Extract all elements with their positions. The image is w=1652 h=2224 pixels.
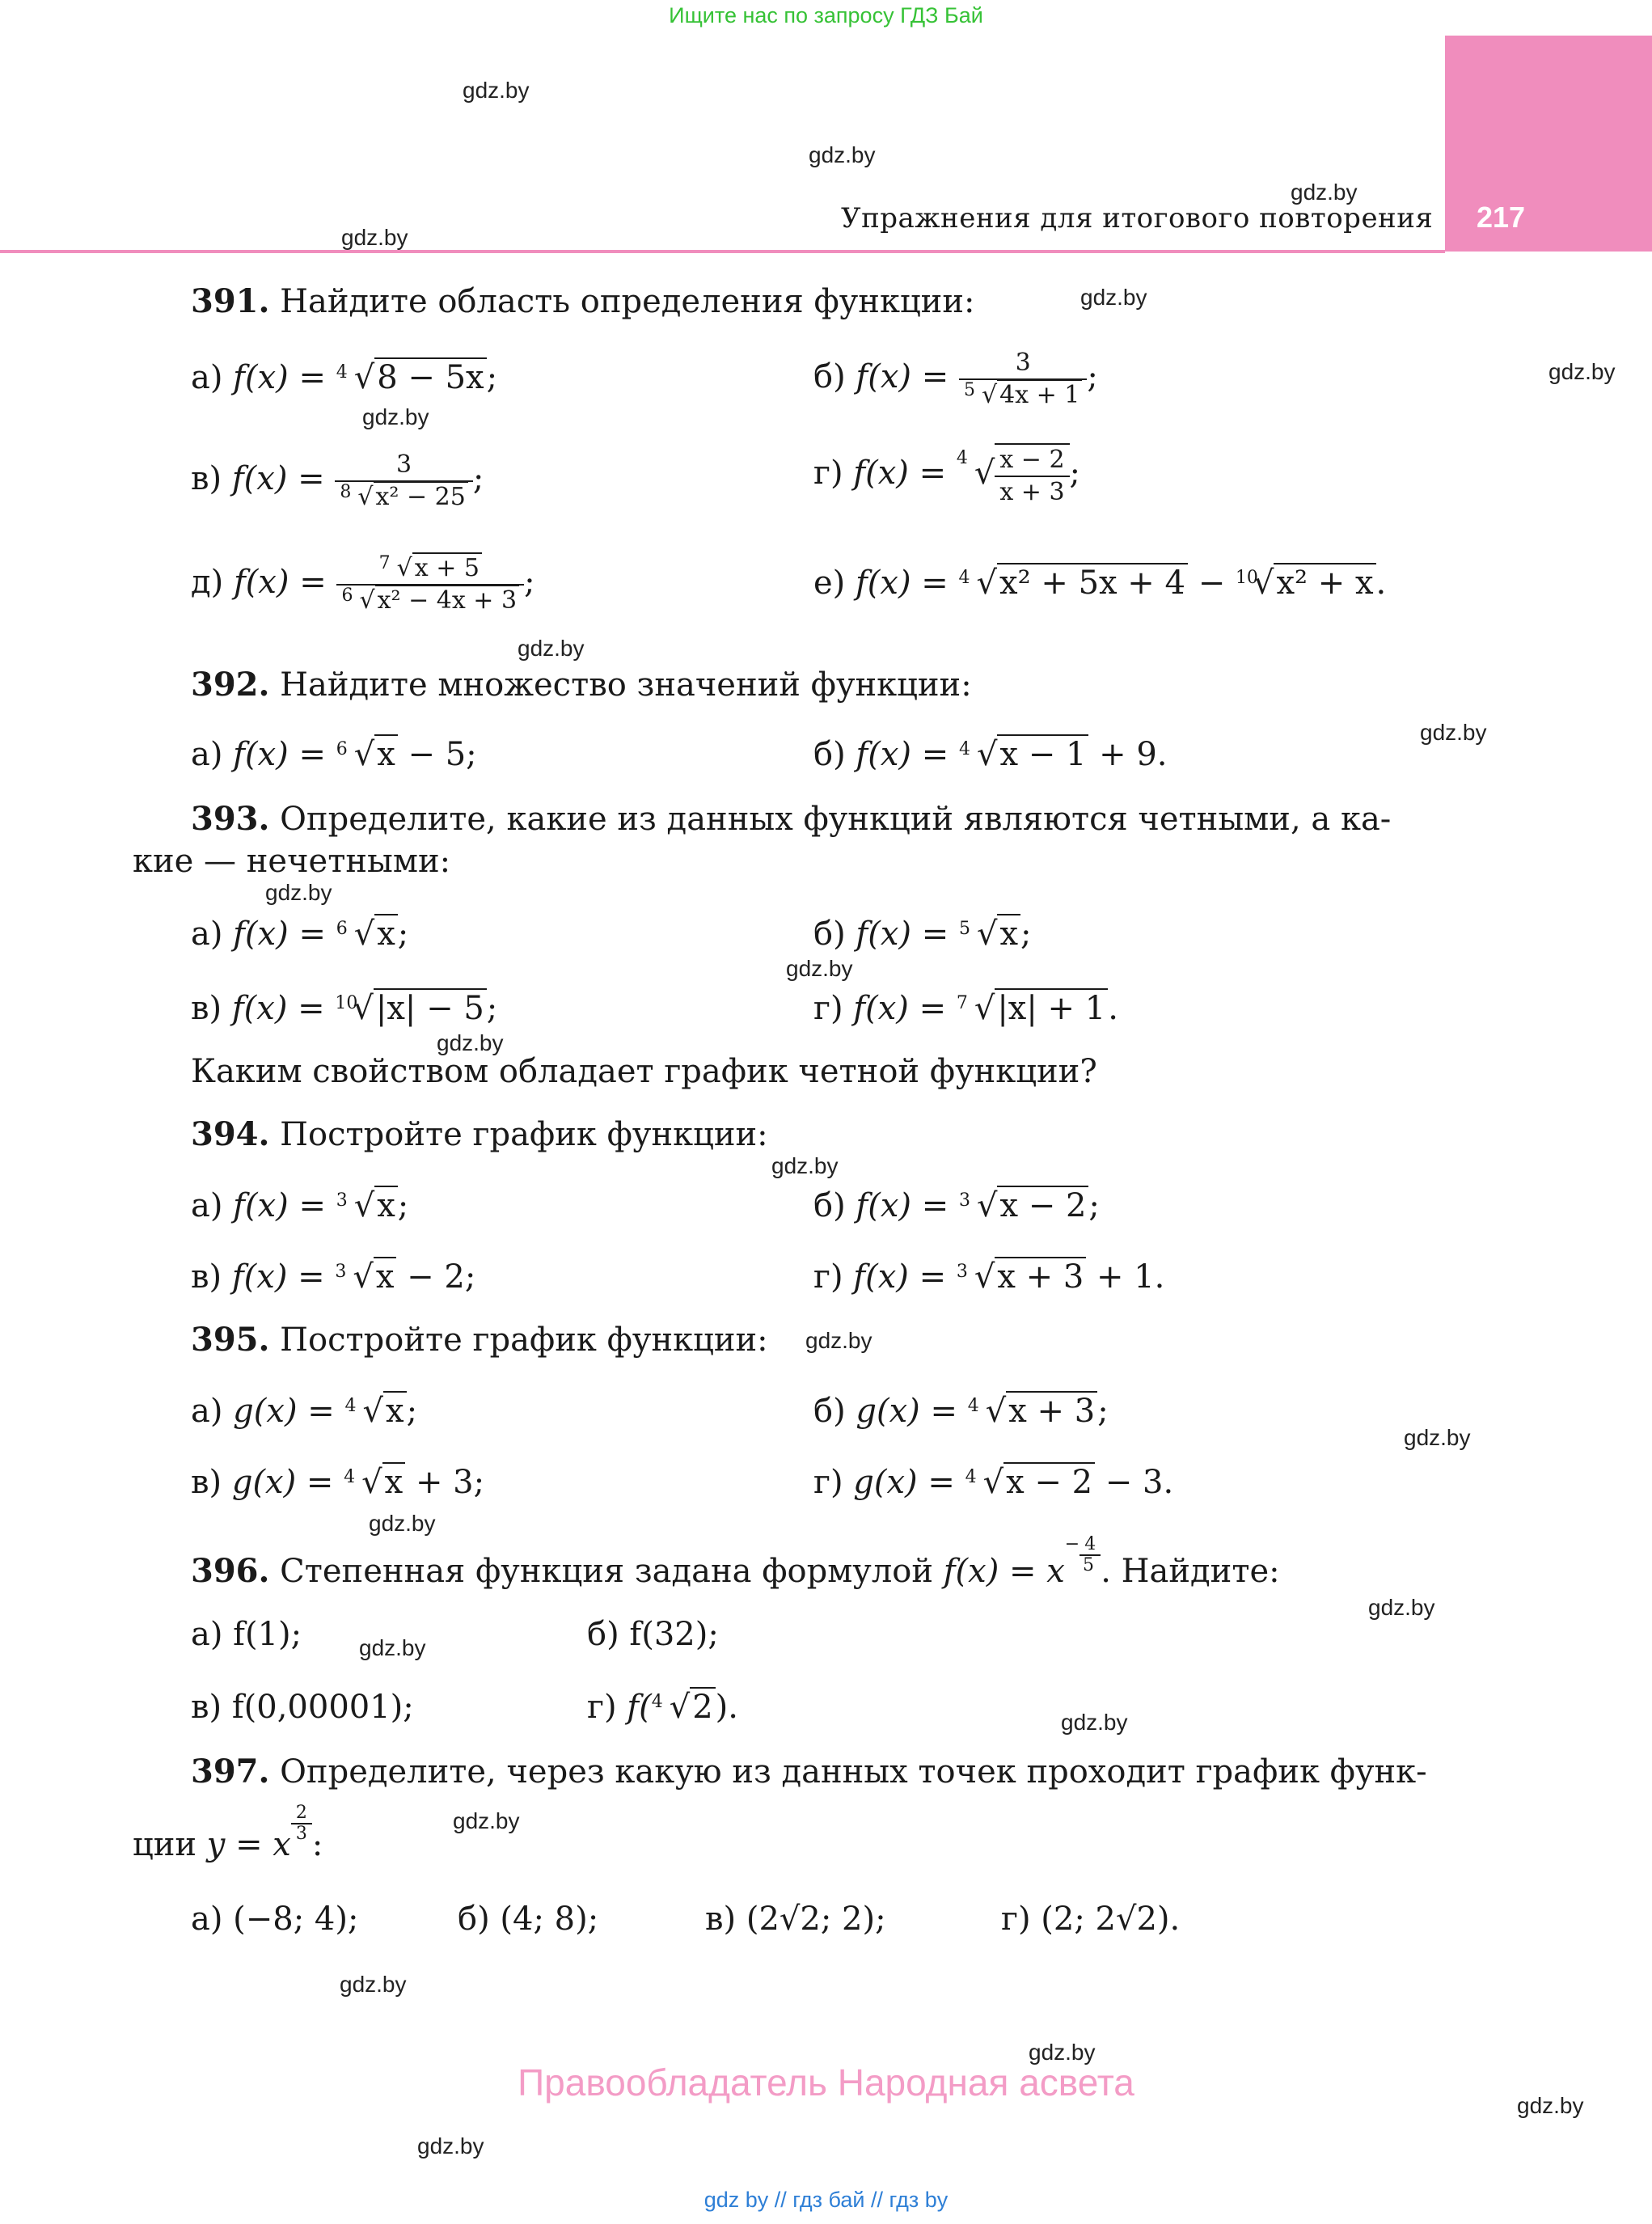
- problem-text: Найдите множество значений функции:: [280, 666, 972, 704]
- item-392-a: [191, 734, 477, 775]
- radical-index: 8: [340, 482, 352, 502]
- item-label: г): [813, 455, 843, 492]
- formula-lhs: f(x) =: [233, 736, 326, 773]
- point: (2; 2√2).: [1041, 1901, 1181, 1938]
- radicand: x² + 5x + 4: [997, 563, 1188, 602]
- radicand: x: [374, 1186, 398, 1224]
- punct: ;: [1088, 1187, 1100, 1224]
- fraction: [336, 553, 524, 616]
- item-397-a: а) (−8; 4);: [191, 1901, 359, 1938]
- watermark: gdz.by: [340, 1972, 407, 1997]
- radicand: x + 5: [412, 552, 482, 582]
- problem-text: ции: [133, 1826, 197, 1863]
- radical-index: 4: [651, 1692, 663, 1712]
- fraction: [335, 450, 472, 513]
- item-label: в): [191, 460, 222, 497]
- item-394-g: [813, 1257, 1164, 1297]
- watermark: gdz.by: [1404, 1425, 1471, 1450]
- radicand: x + 3: [1006, 1391, 1097, 1430]
- item-393-g: [813, 988, 1118, 1029]
- numerator: 3: [335, 450, 472, 482]
- section-title: Упражнения для итогового повторения: [841, 202, 1434, 235]
- radical-index: 7: [956, 993, 968, 1013]
- item-391-v: [191, 450, 484, 513]
- item-395-a: [191, 1391, 417, 1431]
- item-label: в): [191, 1258, 222, 1296]
- item-397-v: [705, 1899, 886, 1939]
- punct: .: [1108, 990, 1118, 1027]
- radicand: x + 3: [995, 1257, 1086, 1296]
- radical-index: 7: [378, 553, 391, 573]
- radical-index: 4: [967, 1396, 979, 1416]
- punct: ;: [472, 460, 484, 497]
- radical: 6 √x: [336, 914, 398, 954]
- radical-index: 3: [958, 1190, 970, 1211]
- radical: 4 √x − 1: [959, 734, 1088, 775]
- radical-index: 4: [336, 362, 348, 383]
- formula-lhs: f(x) =: [233, 1187, 326, 1224]
- radical-index: 4: [344, 1396, 357, 1416]
- formula: f(x) = x: [943, 1553, 1065, 1590]
- problem-number: 392.: [191, 666, 270, 704]
- radicand: x − 2: [997, 1186, 1088, 1224]
- formula-lhs: f(x) =: [233, 564, 327, 601]
- formula-lhs: f(x) =: [856, 736, 949, 773]
- radical: 10 √x² + x: [1236, 563, 1376, 603]
- item-396-b: б) f(32);: [587, 1616, 719, 1653]
- watermark: gdz.by: [362, 404, 429, 429]
- watermark: gdz.by: [805, 1328, 872, 1353]
- formula-lhs: f(x) =: [853, 455, 947, 492]
- copyright-footer: Правообладатель Народная асвета: [518, 2061, 1134, 2103]
- item-397-g: [1001, 1899, 1180, 1939]
- problem-397: [191, 1752, 1427, 1792]
- watermark: gdz.by: [809, 142, 876, 167]
- watermark: gdz.by: [1291, 180, 1358, 205]
- watermark: gdz.by: [1517, 2093, 1584, 2118]
- formula-lhs: f(x) =: [856, 358, 949, 395]
- problem-395: [191, 1320, 768, 1360]
- punct: ;: [1069, 455, 1081, 492]
- formula-lhs: f(x) =: [856, 915, 949, 953]
- problem-396: [191, 1534, 1280, 1592]
- punct: + 9.: [1088, 736, 1168, 773]
- formula-lhs: f(x) =: [231, 990, 325, 1027]
- punct: − 3.: [1095, 1464, 1174, 1501]
- item-label: д): [191, 564, 224, 601]
- item-391-d: [191, 553, 535, 616]
- denominator: x + 3: [999, 478, 1065, 506]
- radical-index: 5: [958, 919, 970, 939]
- watermark: gdz.by: [453, 1808, 520, 1833]
- problem-number: 397.: [191, 1753, 270, 1791]
- radical-index: 3: [956, 1262, 968, 1282]
- formula-lhs: f(x) =: [231, 460, 325, 497]
- problem-text: . Найдите:: [1101, 1553, 1280, 1590]
- fraction: [959, 348, 1087, 411]
- numerator: 7 √ x + 5: [336, 553, 524, 586]
- problem-397-cont: [133, 1803, 323, 1865]
- item-label: а): [191, 915, 223, 953]
- item-label: а): [191, 736, 223, 773]
- problem-text: Найдите область определения функции:: [280, 283, 975, 320]
- radical-index: 4: [958, 568, 970, 588]
- exponent-denominator: 5: [1083, 1555, 1095, 1575]
- problem-text: Постройте график функции:: [280, 1116, 768, 1153]
- problem-text: Постройте график функции:: [280, 1321, 768, 1359]
- punct: ;: [524, 564, 535, 601]
- watermark: gdz.by: [463, 78, 530, 103]
- item-label: г): [813, 990, 843, 1027]
- item-393-b: [813, 914, 1031, 954]
- top-banner[interactable]: Ищите нас по запросу ГДЗ Бай: [669, 3, 983, 27]
- radical-index: 5: [963, 380, 975, 400]
- exponent: [1065, 1535, 1101, 1575]
- radical-index: 4: [958, 739, 970, 759]
- watermark: gdz.by: [1368, 1595, 1435, 1620]
- watermark: gdz.by: [341, 225, 408, 250]
- watermark: gdz.by: [437, 1030, 504, 1055]
- radical: 3 √x: [336, 1186, 398, 1226]
- radicand: |x| − 5: [374, 988, 487, 1027]
- punct: :: [311, 1826, 323, 1863]
- punct: ;: [1087, 358, 1098, 395]
- item-396-a: а) f(1);: [191, 1616, 302, 1653]
- radical: 5 √x: [959, 914, 1020, 954]
- problem-number: 395.: [191, 1321, 270, 1359]
- radical: 3 √x + 3: [957, 1257, 1086, 1297]
- formula-lhs: f(x) =: [853, 1258, 947, 1296]
- radicand: x: [374, 734, 398, 773]
- punct: ;: [1020, 915, 1032, 953]
- item-label: г): [587, 1689, 617, 1726]
- item-label: в): [191, 990, 222, 1027]
- exponent: [291, 1803, 312, 1844]
- problem-text-cont: кие — нечетными:: [133, 843, 451, 880]
- radicand: |x| + 1: [995, 988, 1108, 1027]
- formula-lhs: g(x) =: [233, 1393, 335, 1430]
- punct: .: [1375, 564, 1387, 602]
- radical: 4 √x − 2: [965, 1462, 1095, 1503]
- radicand: x: [997, 914, 1020, 953]
- radicand: x − 1: [997, 734, 1088, 773]
- radical: 4 √2: [652, 1687, 716, 1727]
- watermark: gdz.by: [417, 2133, 484, 2158]
- item-391-a: [191, 357, 497, 398]
- problem-393: [191, 799, 1391, 839]
- radical: 4 √x + 3: [968, 1391, 1097, 1431]
- punct: ;: [397, 915, 409, 953]
- punct: − 5;: [397, 736, 477, 773]
- formula-lhs: f(x) =: [233, 915, 326, 953]
- formula-lhs: f(x) =: [231, 1258, 325, 1296]
- operator: −: [1198, 564, 1226, 602]
- item-label: г): [813, 1464, 843, 1501]
- radicand: 8 − 5x: [374, 357, 486, 396]
- problem-number: 394.: [191, 1115, 270, 1153]
- problem-number: 391.: [191, 282, 270, 320]
- radical-index: 4: [965, 1467, 977, 1487]
- numerator: 3: [959, 348, 1087, 380]
- radical-index: 3: [335, 1262, 347, 1282]
- item-393-v: [191, 988, 497, 1029]
- radicand: x: [374, 914, 398, 953]
- exponent-numerator: 4: [1080, 1535, 1101, 1556]
- denominator: 6 √ x² − 4x + 3: [336, 586, 524, 616]
- radical-index: 10: [1235, 568, 1258, 588]
- punct: − 2;: [396, 1258, 476, 1296]
- radicand: x: [383, 1391, 407, 1430]
- item-394-a: [191, 1186, 408, 1226]
- punct: ).: [715, 1689, 738, 1726]
- problem-394: [191, 1114, 768, 1155]
- item-392-b: [813, 734, 1168, 775]
- item-label: а): [191, 1393, 223, 1430]
- formula-lhs: g(x) =: [231, 1464, 334, 1501]
- exponent-sign: −: [1064, 1534, 1080, 1554]
- item-label: б): [813, 1187, 846, 1224]
- problem-text: Степенная функция задана формулой: [280, 1553, 933, 1590]
- radical: 6 √x: [336, 734, 398, 775]
- watermark: gdz.by: [359, 1635, 426, 1660]
- radicand: 2: [690, 1687, 715, 1726]
- radical-index: 6: [336, 919, 348, 939]
- item-label: е): [813, 564, 846, 602]
- item-391-b: [813, 348, 1098, 411]
- watermark: gdz.by: [771, 1153, 839, 1178]
- formula-lhs: f(x) =: [853, 990, 947, 1027]
- radical: 4 √x: [344, 1462, 405, 1503]
- item-391-g: [813, 443, 1080, 508]
- punct: ;: [486, 990, 498, 1027]
- radicand: x − 2: [1003, 1462, 1095, 1501]
- radical-index: 4: [344, 1467, 356, 1487]
- punct: ;: [486, 359, 498, 396]
- radical-index: 6: [336, 739, 348, 759]
- header-divider: [0, 250, 1445, 253]
- exponent-numerator: 2: [291, 1803, 312, 1824]
- radicand: x² − 25: [374, 481, 468, 511]
- item-391-e: [813, 563, 1386, 603]
- radical: 4 √x: [345, 1391, 407, 1431]
- punct: + 1.: [1086, 1258, 1165, 1296]
- problem-text: Определите, какие из данных функций являются четными, а ка-: [280, 801, 1392, 838]
- radical: 3 √x: [335, 1257, 396, 1297]
- watermark: gdz.by: [1061, 1710, 1128, 1735]
- problem-number: 393.: [191, 800, 270, 838]
- exponent-denominator: 3: [295, 1824, 307, 1844]
- punct: ;: [406, 1393, 418, 1430]
- watermark: gdz.by: [1029, 2040, 1096, 2065]
- point: (2√2; 2);: [746, 1901, 886, 1938]
- radical: 7 √|x| + 1: [957, 988, 1108, 1029]
- item-label: б): [813, 915, 846, 953]
- problem-393-question: Каким свойством обладает график четной функции?: [191, 1053, 1097, 1090]
- problem-391: [191, 281, 974, 322]
- item-label: б): [813, 358, 846, 395]
- watermark: gdz.by: [265, 880, 332, 905]
- watermark: gdz.by: [1420, 720, 1487, 745]
- item-label: б): [813, 1393, 846, 1430]
- radical: 3 √x − 2: [959, 1186, 1088, 1226]
- page-number: 217: [1477, 201, 1526, 234]
- item-396-v: в) f(0,00001);: [191, 1689, 414, 1726]
- watermark: gdz.by: [518, 636, 585, 661]
- item-label: г): [813, 1258, 843, 1296]
- item-394-v: [191, 1257, 475, 1297]
- formula-lhs: f(x) =: [233, 359, 326, 396]
- radicand: x² + x: [1274, 563, 1375, 602]
- formula-lhs: f(: [627, 1689, 652, 1726]
- denominator: 5 √ 4x + 1: [959, 380, 1087, 411]
- item-label: в): [191, 1464, 222, 1501]
- watermark: gdz.by: [369, 1511, 436, 1536]
- item-395-v: [191, 1462, 484, 1503]
- punct: ;: [1097, 1393, 1109, 1430]
- radical: 4 √8 − 5x: [336, 357, 487, 398]
- numerator: x − 2: [995, 445, 1069, 477]
- formula-lhs: g(x) =: [856, 1393, 958, 1430]
- problem-392: [191, 665, 972, 705]
- radicand: x: [374, 1257, 397, 1296]
- radicand: 4x + 1: [997, 379, 1082, 409]
- denominator: 8 √ x² − 25: [335, 482, 472, 513]
- watermark: gdz.by: [786, 956, 853, 981]
- item-label: а): [191, 359, 223, 396]
- item-label: а): [191, 1187, 223, 1224]
- radical: 10 √|x| − 5: [335, 988, 486, 1029]
- formula-lhs: f(x) =: [856, 1187, 949, 1224]
- radical-index: 6: [341, 586, 353, 606]
- radical-index: 4: [956, 448, 968, 468]
- item-395-b: [813, 1391, 1109, 1431]
- item-396-g: [587, 1687, 738, 1727]
- item-394-b: [813, 1186, 1100, 1226]
- item-393-a: [191, 914, 408, 954]
- item-label: г): [1001, 1901, 1031, 1938]
- watermark: gdz.by: [1548, 359, 1616, 384]
- bottom-links[interactable]: gdz by // гдз бай // гдз by: [703, 2188, 949, 2212]
- problem-text: Определите, через какую из данных точек проходит график функ-: [280, 1753, 1427, 1791]
- radical: 4 √x² + 5x + 4: [959, 563, 1188, 603]
- formula: y = x: [206, 1826, 291, 1863]
- problem-number: 396.: [191, 1552, 270, 1590]
- item-label: б): [813, 736, 846, 773]
- radicand: x² − 4x + 3: [375, 585, 519, 615]
- radical: 4 √ $\frac{x - 2}{x + 3}$: [957, 443, 1070, 508]
- formula-lhs: g(x) =: [853, 1464, 955, 1501]
- formula-lhs: f(x) =: [856, 564, 949, 602]
- item-397-b: б) (4; 8);: [458, 1901, 599, 1938]
- watermark: gdz.by: [1080, 285, 1147, 310]
- radical-index: 10: [335, 993, 358, 1013]
- punct: + 3;: [405, 1464, 485, 1501]
- item-395-g: [813, 1462, 1173, 1503]
- punct: ;: [397, 1187, 409, 1224]
- radicand: x: [382, 1462, 406, 1501]
- radical-index: 3: [336, 1190, 348, 1211]
- item-label: в): [705, 1901, 737, 1938]
